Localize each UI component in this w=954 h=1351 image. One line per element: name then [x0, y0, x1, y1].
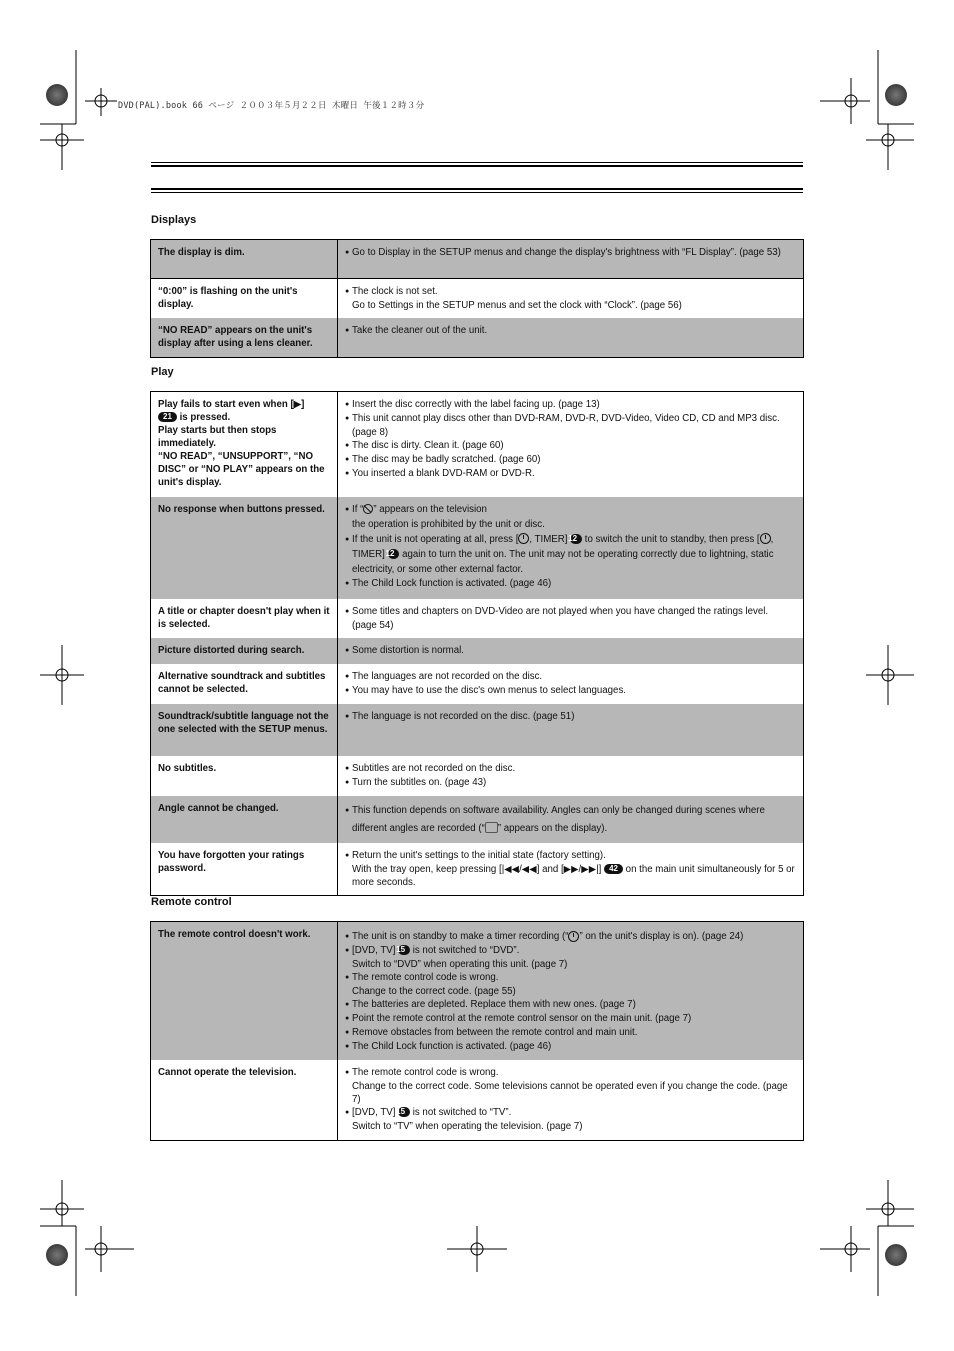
file-info-header: DVD(PAL).book 66 ページ ２００３年５月２２日 木曜日 午後１２時３分 — [118, 101, 425, 111]
solution-continuation: With the tray open, keep pressing [|◀◀/◀◀] and [▶▶/▶▶|] 42 on the main unit simultaneously for 5 or more seconds. — [352, 863, 795, 888]
section-title-remote-control: Remote control — [151, 896, 232, 908]
solution-item: ● Go to Display in the SETUP menus and change the display's brightness with “FL Display”. (page 53) — [345, 246, 795, 260]
solution-cell — [338, 704, 804, 756]
solution-item: ● The Child Lock function is activated. (page 46) — [345, 1040, 795, 1054]
solution-item: ● Point the remote control at the remote control sensor on the main unit. (page 7) — [345, 1012, 795, 1026]
solution-item: ● Some distortion is normal. — [345, 644, 795, 658]
button-number-badge: 12 — [570, 534, 582, 544]
solution-cell — [338, 599, 804, 638]
table-row — [151, 392, 804, 497]
solution-item: ● The remote control code is wrong. — [345, 971, 795, 985]
solution-cell — [338, 279, 804, 319]
solution-item: ● Remove obstacles from between the remote control and main unit. — [345, 1026, 795, 1040]
button-number-badge: 42 — [604, 864, 623, 874]
solution-cell — [338, 1060, 804, 1140]
angle-icon — [485, 822, 498, 833]
solution-cell — [338, 638, 804, 664]
solution-cell — [338, 843, 804, 896]
solution-continuation: Change to the correct code. Some televisions cannot be operated even if you change the code. (page 7) — [352, 1081, 788, 1105]
solution-item: ● This function depends on software availability. Angles can only be changed during scenes where different angles are recorded (“ ” appears on the display). — [345, 802, 795, 837]
solution-cell — [338, 922, 804, 1061]
solution-item: ● The disc may be badly scratched. (page 60) — [345, 453, 795, 467]
section-title-displays: Displays — [151, 214, 197, 226]
solution-continuation: Change to the correct code. (page 55) — [352, 986, 516, 997]
solution-item: ● The language is not recorded on the disc. (page 51) — [345, 710, 795, 724]
solution-item: ● The remote control code is wrong. — [345, 1066, 795, 1080]
problem-cell: The remote control doesn't work. — [151, 922, 338, 1061]
solution-item: ● You inserted a blank DVD-RAM or DVD-R. — [345, 467, 795, 481]
header-rule — [151, 192, 803, 193]
table-row — [151, 599, 804, 638]
problem-cell: Play fails to start even when [▶] 21 is pressed. Play starts but then stops immediately. “NO READ”, “UNSUPPORT”, “NO DISC” or “NO PLAY” appears on the unit's display. — [151, 392, 338, 497]
solution-item: ● This unit cannot play discs other than DVD-RAM, DVD-R, DVD-Video, Video CD, CD and MP3 disc. (page 8) — [345, 412, 795, 439]
displays-table — [150, 239, 804, 358]
play-icon: ▶ — [293, 399, 302, 410]
table-row — [151, 922, 804, 1061]
solution-cell — [338, 796, 804, 843]
skip-forward-icon: ▶▶/▶▶| — [563, 863, 599, 875]
problem-cell: Soundtrack/subtitle language not the one selected with the SETUP menus. — [151, 704, 338, 756]
table-row — [151, 318, 804, 357]
solution-cell — [338, 756, 804, 796]
solution-continuation: Switch to “TV” when operating the television. (page 7) — [352, 1121, 583, 1132]
table-row — [151, 497, 804, 599]
solution-item: ● Turn the subtitles on. (page 43) — [345, 776, 795, 790]
solution-item: ● [DVD, TV] 15 is not switched to “TV”. — [345, 1106, 795, 1120]
timer-clock-icon — [518, 533, 529, 544]
solution-item: ● Take the cleaner out of the unit. — [345, 324, 795, 338]
solution-item: ● You may have to use the disc's own menus to select languages. — [345, 684, 795, 698]
header-rule — [151, 165, 803, 167]
solution-item: ● The batteries are depleted. Replace them with new ones. (page 7) — [345, 998, 795, 1012]
problem-cell: Alternative soundtrack and subtitles cannot be selected. — [151, 664, 338, 704]
table-row — [151, 843, 804, 896]
button-number-badge: 15 — [398, 1107, 410, 1117]
solution-item: ● Insert the disc correctly with the label facing up. (page 13) — [345, 398, 795, 412]
problem-cell: “0:00” is flashing on the unit's display. — [151, 279, 338, 319]
solution-item: ● Some titles and chapters on DVD-Video are not played when you have changed the ratings level. (page 54) — [345, 605, 795, 632]
table-row — [151, 756, 804, 796]
button-number-badge: 12 — [388, 549, 400, 559]
solution-continuation: Go to Settings in the SETUP menus and set the clock with “Clock”. (page 56) — [352, 300, 682, 311]
problem-cell: You have forgotten your ratings password. — [151, 843, 338, 896]
problem-cell: A title or chapter doesn't play when it is selected. — [151, 599, 338, 638]
problem-cell: No subtitles. — [151, 756, 338, 796]
problem-cell: “NO READ” appears on the unit's display after using a lens cleaner. — [151, 318, 338, 357]
solution-item: ● Return the unit's settings to the initial state (factory setting). — [345, 849, 795, 863]
solution-item: ● If the unit is not operating at all, press [ , TIMER] 12 to switch the unit to standby, then press [ , TIMER] 12 again to turn the unit on. The unit may not be operating correctly due to lightning, static electricity, or some other external factor. — [345, 533, 795, 578]
table-row — [151, 664, 804, 704]
button-number-badge: 21 — [158, 412, 177, 422]
solution-continuation: the operation is prohibited by the unit or disc. — [352, 519, 545, 530]
solution-cell — [338, 318, 804, 357]
table-row — [151, 638, 804, 664]
solution-item: ● The Child Lock function is activated. (page 46) — [345, 577, 795, 593]
header-rule — [151, 162, 803, 163]
solution-item: ● If “ ” appears on the television — [345, 503, 795, 519]
problem-cell: Picture distorted during search. — [151, 638, 338, 664]
table-row — [151, 704, 804, 756]
solution-item: ● [DVD, TV] 15 is not switched to “DVD”. — [345, 944, 795, 958]
table-row — [151, 796, 804, 843]
solution-item: ● The disc is dirty. Clean it. (page 60) — [345, 439, 795, 453]
solution-item: ● Subtitles are not recorded on the disc. — [345, 762, 795, 776]
solution-cell — [338, 664, 804, 704]
play-table — [150, 391, 804, 896]
timer-clock-icon — [760, 533, 771, 544]
problem-cell: The display is dim. — [151, 240, 338, 279]
table-row — [151, 279, 804, 319]
remote-table — [150, 921, 804, 1141]
solution-continuation: Switch to “DVD” when operating this unit. (page 7) — [352, 959, 568, 970]
skip-back-icon: |◀◀/◀◀ — [501, 863, 537, 875]
solution-cell — [338, 497, 804, 599]
table-row — [151, 1060, 804, 1140]
problem-cell: Angle cannot be changed. — [151, 796, 338, 843]
table-row — [151, 240, 804, 279]
timer-clock-icon — [568, 931, 579, 942]
section-title-play: Play — [151, 366, 174, 378]
solution-item: ● The clock is not set. — [345, 285, 795, 299]
problem-cell: No response when buttons pressed. — [151, 497, 338, 599]
solution-item: ● The unit is on standby to make a timer recording (“ ” on the unit's display is on). (page 24) — [345, 930, 795, 944]
button-number-badge: 15 — [398, 945, 410, 955]
prohibited-icon — [363, 504, 373, 514]
header-rule — [151, 188, 803, 190]
solution-cell — [338, 240, 804, 279]
solution-cell — [338, 392, 804, 497]
problem-cell: Cannot operate the television. — [151, 1060, 338, 1140]
solution-item: ● The languages are not recorded on the disc. — [345, 670, 795, 684]
